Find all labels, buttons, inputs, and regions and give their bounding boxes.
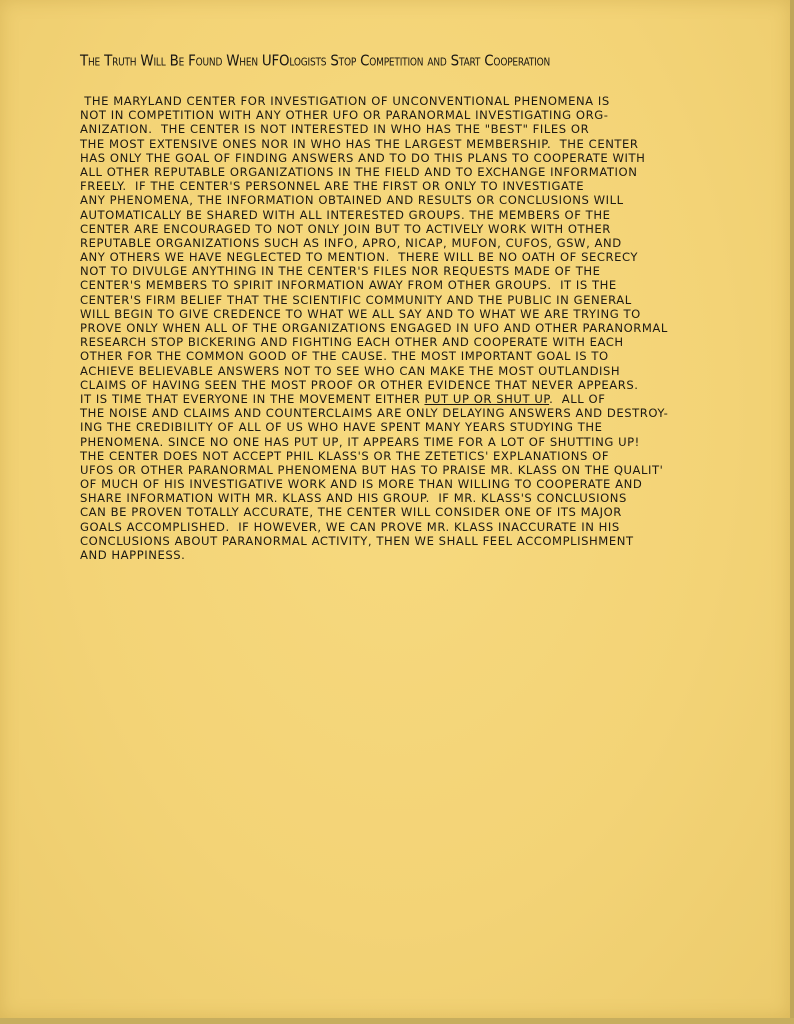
- text-line: FREELY. IF THE CENTER'S PERSONNEL ARE THE FIRST OR ONLY TO INVESTIGATE: [80, 179, 585, 194]
- text-line: CENTER'S MEMBERS TO SPIRIT INFORMATION AWAY FROM OTHER GROUPS. IT IS THE: [80, 278, 617, 293]
- text-line: CENTER ARE ENCOURAGED TO NOT ONLY JOIN BUT TO ACTIVELY WORK WITH OTHER: [80, 221, 611, 236]
- text-line: CENTER'S FIRM BELIEF THAT THE SCIENTIFIC COMMUNITY AND THE PUBLIC IN GENERAL: [80, 292, 632, 307]
- text-line: RESEARCH STOP BICKERING AND FIGHTING EACH OTHER AND COOPERATE WITH EACH: [80, 335, 624, 350]
- text-line: OF MUCH OF HIS INVESTIGATIVE WORK AND IS MORE THAN WILLING TO COOPERATE AND: [80, 477, 643, 492]
- text-line: AUTOMATICALLY BE SHARED WITH ALL INTERESTED GROUPS. THE MEMBERS OF THE: [80, 207, 611, 222]
- text-line: ANY OTHERS WE HAVE NEGLECTED TO MENTION. THERE WILL BE NO OATH OF SECRECY: [80, 250, 639, 265]
- text-line: WILL BEGIN TO GIVE CREDENCE TO WHAT WE ALL SAY AND TO WHAT WE ARE TRYING TO: [80, 306, 641, 321]
- text-line: NOT TO DIVULGE ANYTHING IN THE CENTER'S FILES NOR REQUESTS MADE OF THE: [80, 264, 601, 279]
- text-line: CAN BE PROVEN TOTALLY ACCURATE, THE CENTER WILL CONSIDER ONE OF ITS MAJOR: [80, 505, 622, 520]
- underlined-phrase: PUT UP OR SHUT UP: [424, 391, 550, 406]
- text-line: REPUTABLE ORGANIZATIONS SUCH AS INFO, APRO, NICAP, MUFON, CUFOS, GSW, AND: [80, 235, 622, 250]
- text-line: NOT IN COMPETITION WITH ANY OTHER UFO OR PARANORMAL INVESTIGATING ORG-: [80, 108, 609, 123]
- text-line: ING THE CREDIBILITY OF ALL OF US WHO HAVE SPENT MANY YEARS STUDYING THE: [80, 420, 603, 435]
- paper-edge: [0, 1018, 794, 1024]
- text-segment: . ALL OF: [549, 391, 606, 406]
- text-line: ANIZATION. THE CENTER IS NOT INTERESTED IN WHO HAS THE "BEST" FILES OR: [80, 122, 590, 137]
- text-line: THE MOST EXTENSIVE ONES NOR IN WHO HAS THE LARGEST MEMBERSHIP. THE CENTER: [80, 136, 639, 151]
- text-line: OTHER FOR THE COMMON GOOD OF THE CAUSE. THE MOST IMPORTANT GOAL IS TO: [80, 349, 609, 364]
- page-title: The Truth Will Be Found When UFOlogists Stop Competition and Start Cooperation: [80, 53, 551, 71]
- paper-edge: [790, 0, 794, 1024]
- text-line: ANY PHENOMENA, THE INFORMATION OBTAINED AND RESULTS OR CONCLUSIONS WILL: [80, 193, 624, 208]
- text-line: HAS ONLY THE GOAL OF FINDING ANSWERS AND TO DO THIS PLANS TO COOPERATE WITH: [80, 150, 646, 165]
- text-segment: IT IS TIME THAT EVERYONE IN THE MOVEMENT EITHER: [80, 391, 425, 406]
- text-line: SHARE INFORMATION WITH MR. KLASS AND HIS GROUP. IF MR. KLASS'S CONCLUSIONS: [80, 491, 627, 506]
- text-line: ACHIEVE BELIEVABLE ANSWERS NOT TO SEE WHO CAN MAKE THE MOST OUTLANDISH: [80, 363, 621, 378]
- text-line: PROVE ONLY WHEN ALL OF THE ORGANIZATIONS ENGAGED IN UFO AND OTHER PARANORMAL: [80, 321, 668, 335]
- text-line-with-underline: [80, 392, 780, 406]
- text-line: THE MARYLAND CENTER FOR INVESTIGATION OF UNCONVENTIONAL PHENOMENA IS: [80, 94, 610, 108]
- document-body: [80, 94, 780, 562]
- text-line: GOALS ACCOMPLISHED. IF HOWEVER, WE CAN PROVE MR. KLASS INACCURATE IN HIS: [80, 519, 620, 534]
- text-line: THE CENTER DOES NOT ACCEPT PHIL KLASS'S OR THE ZETETICS' EXPLANATIONS OF: [80, 448, 610, 463]
- text-line: THE NOISE AND CLAIMS AND COUNTERCLAIMS ARE ONLY DELAYING ANSWERS AND DESTROY-: [80, 406, 669, 421]
- text-line: CONCLUSIONS ABOUT PARANORMAL ACTIVITY, THEN WE SHALL FEEL ACCOMPLISHMENT: [80, 533, 634, 548]
- text-line: AND HAPPINESS.: [80, 548, 186, 562]
- text-line: ALL OTHER REPUTABLE ORGANIZATIONS IN THE FIELD AND TO EXCHANGE INFORMATION: [80, 164, 638, 179]
- text-line: UFOS OR OTHER PARANORMAL PHENOMENA BUT HAS TO PRAISE MR. KLASS ON THE QUALIT': [80, 462, 664, 477]
- text-line: PHENOMENA. SINCE NO ONE HAS PUT UP, IT APPEARS TIME FOR A LOT OF SHUTTING UP!: [80, 434, 640, 449]
- text-line: CLAIMS OF HAVING SEEN THE MOST PROOF OR OTHER EVIDENCE THAT NEVER APPEARS.: [80, 377, 639, 392]
